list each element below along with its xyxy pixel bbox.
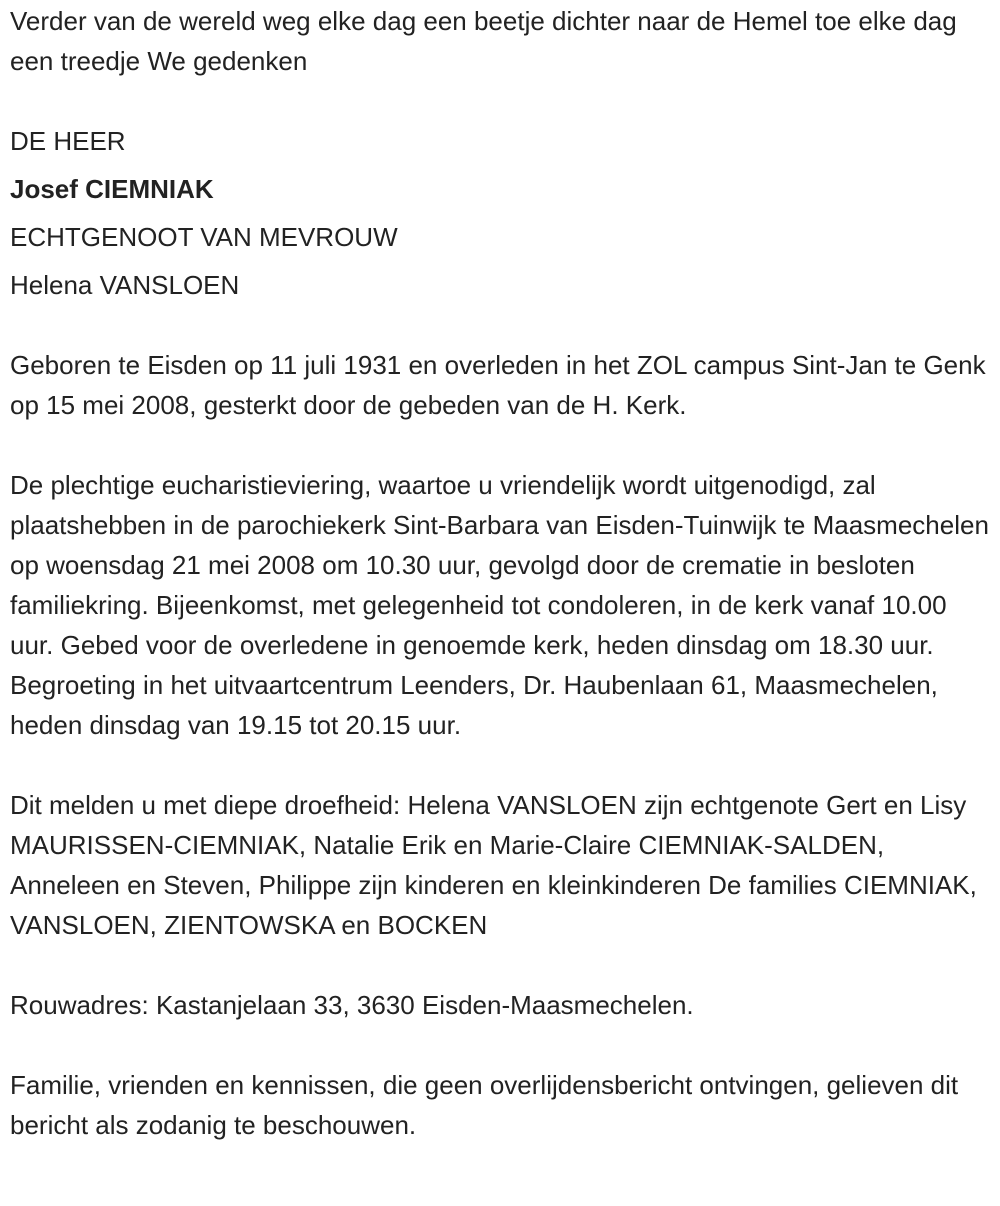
epitaph-text: Verder van de wereld weg elke dag een beetje dichter naar de Hemel toe elke dag een treedje We gedenken [10, 6, 957, 76]
spouse-name: Helena VANSLOEN [10, 270, 240, 300]
ceremony-paragraph: De plechtige eucharistieviering, waartoe u vriendelijk wordt uitgenodigd, zal plaatshebben in de parochiekerk Sint-Barbara van Eisden-Tuinwijk te Maasmechelen op woensdag 21 mei 2008 om 10.30 uur, gevolgd door de crematie in besloten familiekring. Bijeenkomst, met gelegenheid tot condoleren, in de kerk vanaf 10.00 uur. Gebed voor de overledene in genoemde kerk, heden dinsdag om 18.30 uur. Begroeting in het uitvaartcentrum Leenders, Dr. Haubenlaan 61, Maasmechelen, heden dinsdag van 19.15 tot 20.15 uur. [10, 470, 989, 740]
family-announcement-paragraph: Dit melden u met diepe droefheid: Helena VANSLOEN zijn echtgenote Gert en Lisy MAURISSEN-CIEMNIAK, Natalie Erik en Marie-Claire CIEMNIAK-SALDEN, Anneleen en Steven, Philippe zijn kinderen en kleinkinderen De families CIEMNIAK, VANSLOEN, ZIENTOWSKA en BOCKEN [10, 790, 977, 940]
closing-notice-paragraph: Familie, vrienden en kennissen, die geen overlijdensbericht ontvingen, gelieven dit bericht als zodanig te beschouwen. [10, 1070, 959, 1140]
salutation-line: DE HEER [10, 126, 126, 156]
deceased-name: Josef CIEMNIAK [10, 174, 214, 204]
mourning-address-line: Rouwadres: Kastanjelaan 33, 3630 Eisden-Maasmechelen. [10, 990, 694, 1020]
birth-death-paragraph: Geboren te Eisden op 11 juli 1931 en overleden in het ZOL campus Sint-Jan te Genk op 15 mei 2008, gesterkt door de gebeden van de H. Kerk. [10, 350, 986, 420]
relation-line: ECHTGENOOT VAN MEVROUW [10, 222, 398, 252]
